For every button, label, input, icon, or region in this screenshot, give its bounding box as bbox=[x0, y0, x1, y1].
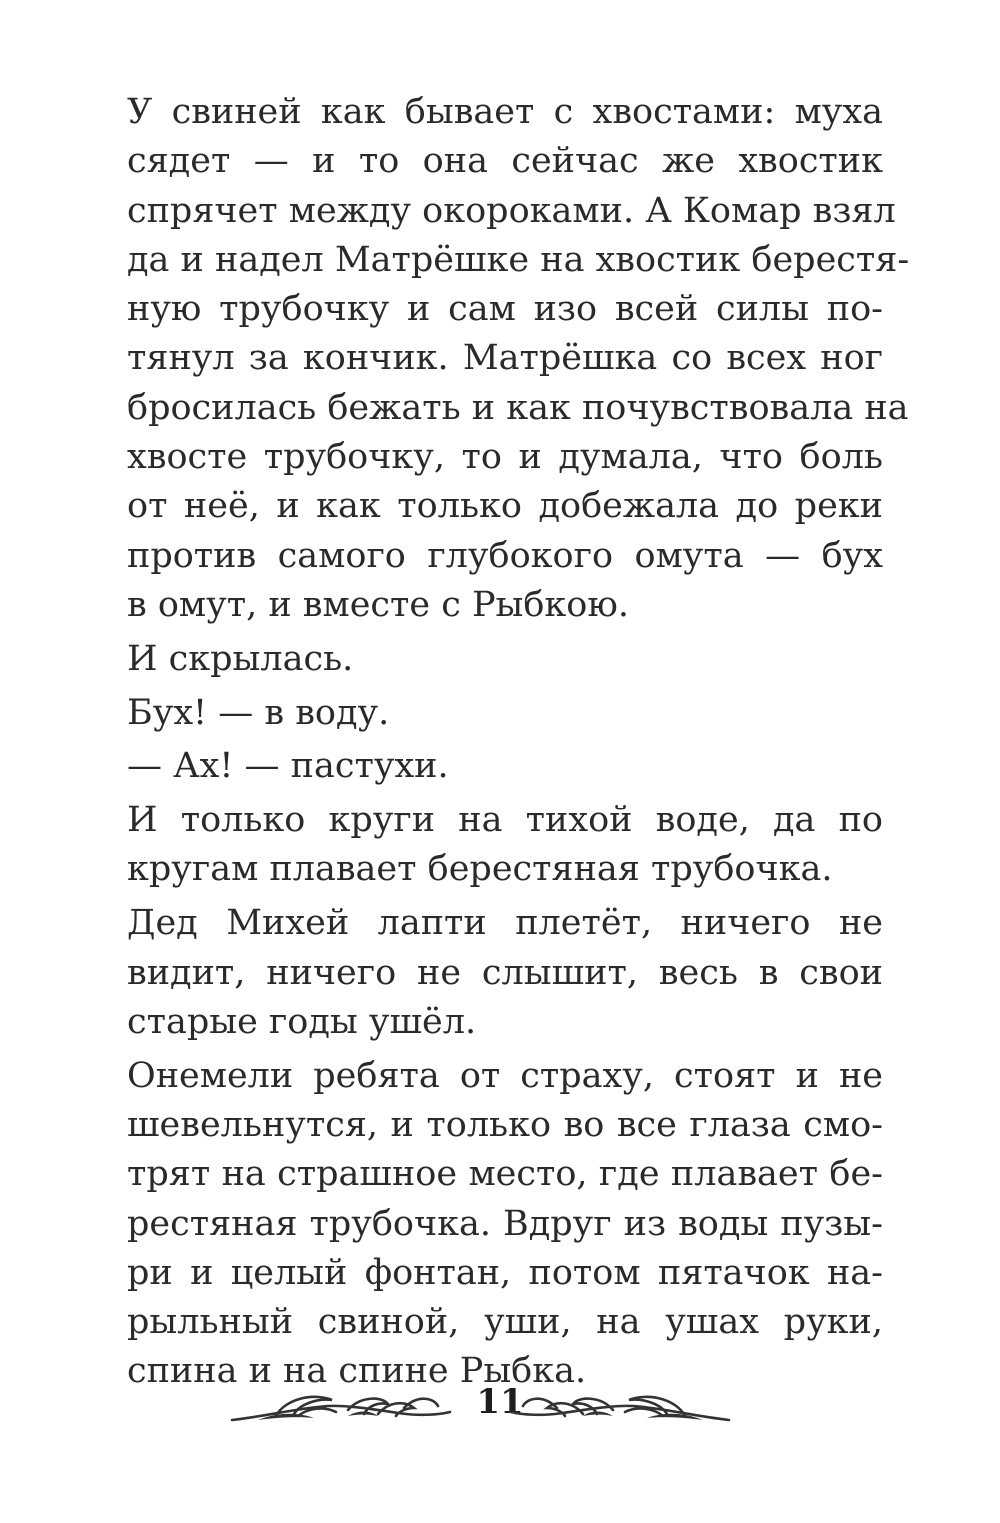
paragraph bbox=[75, 689, 883, 738]
text-line: спина и на спине Рыбка. bbox=[127, 1351, 587, 1392]
text-line: против самого глубокого омута — бух bbox=[127, 535, 883, 576]
text-line: Бух! — в воду. bbox=[127, 692, 390, 733]
text-line: ри и целый фонтан, потом пятачок на- bbox=[127, 1252, 883, 1293]
text-line: Онемели ребята от страху, стоят и не bbox=[127, 1055, 883, 1096]
text-line: хвосте трубочку, то и думала, что боль bbox=[127, 437, 883, 478]
paragraph bbox=[75, 796, 883, 895]
paragraph bbox=[75, 1052, 883, 1397]
paragraph bbox=[75, 635, 883, 684]
text-line: — Ах! — пастухи. bbox=[127, 746, 449, 787]
text-line: да и надел Матрёшке на хвостик берестя- bbox=[127, 239, 910, 280]
text-line: бросилась бежать и как почувствовала на bbox=[127, 387, 909, 428]
text-line: У свиней как бывает с хвостами: муха bbox=[127, 92, 883, 132]
page-footer bbox=[0, 1380, 1000, 1440]
text-line: ную трубочку и сам изо всей силы по- bbox=[127, 289, 883, 330]
text-line: И скрылась. bbox=[127, 638, 354, 679]
text-line: тянул за кончик. Матрёшка со всех ног bbox=[127, 338, 883, 379]
paragraph bbox=[75, 899, 883, 1047]
paragraph bbox=[75, 88, 910, 630]
text-line: кругам плавает берестяная трубочка. bbox=[127, 849, 833, 890]
text-line: И только круги на тихой воде, да по bbox=[127, 800, 883, 841]
text-line: трят на страшное место, где плавает бе- bbox=[127, 1154, 883, 1195]
text-line: спрячет между окороками. А Комар взял bbox=[127, 190, 896, 231]
paragraph bbox=[75, 742, 883, 791]
text-line: Дед Михей лапти плетёт, ничего не bbox=[127, 903, 883, 944]
text-line: шевельнутся, и только во все глаза смо- bbox=[127, 1104, 883, 1145]
text-line: от неё, и как только добежала до реки bbox=[127, 486, 883, 527]
flourish-ornament-right-icon bbox=[508, 1386, 733, 1426]
text-line: рыльный свиной, уши, на ушах руки, bbox=[127, 1302, 883, 1343]
text-line: сядет — и то она сейчас же хвостик bbox=[127, 141, 883, 182]
text-line: рестяная трубочка. Вдруг из воды пузы- bbox=[127, 1203, 883, 1244]
text-line: в омут, и вместе с Рыбкою. bbox=[127, 584, 629, 625]
page-body bbox=[75, 88, 910, 1401]
text-line: видит, ничего не слышит, весь в свои bbox=[127, 952, 883, 993]
text-line: старые годы ушёл. bbox=[127, 1001, 477, 1042]
page-number: 11 bbox=[476, 1382, 524, 1422]
flourish-ornament-left-icon bbox=[228, 1386, 453, 1426]
